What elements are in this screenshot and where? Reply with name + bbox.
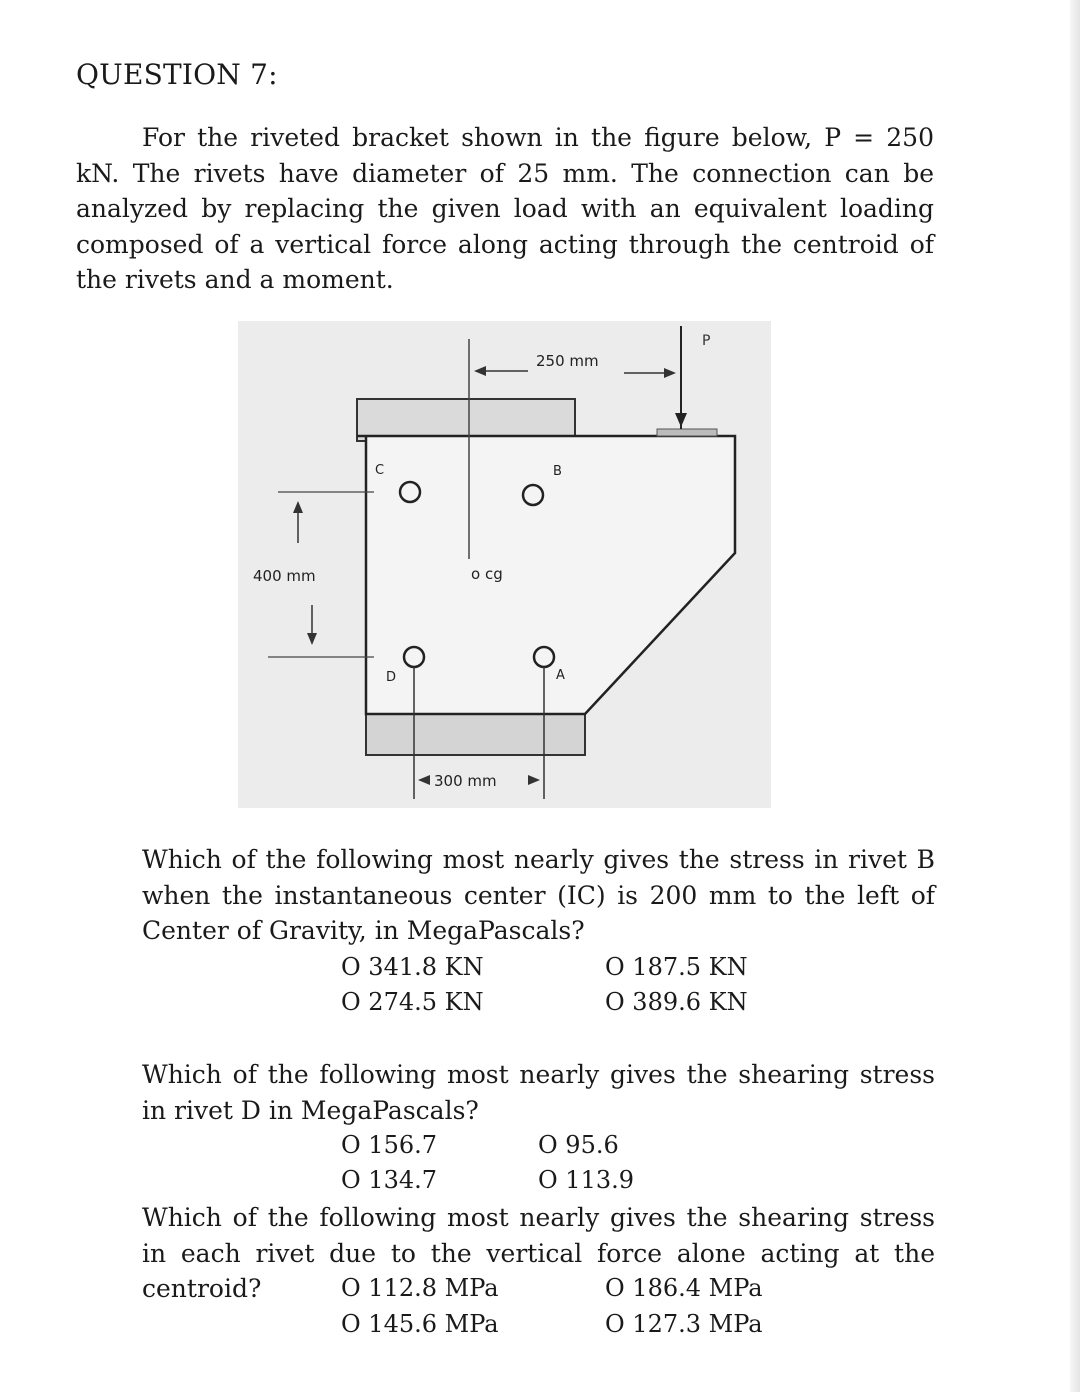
- dim-300-arrow-left-icon: [418, 775, 430, 785]
- dim-250-arrow-right-icon: [664, 368, 676, 378]
- load-label: P: [702, 333, 711, 349]
- dim-300-label: 300 mm: [434, 772, 497, 790]
- dim-400-arrow-up-icon: [293, 501, 303, 513]
- dim-400-label: 400 mm: [253, 567, 316, 585]
- question-title: QUESTION 7:: [76, 58, 278, 91]
- riveted-bracket-figure: [238, 321, 771, 808]
- rivet-c-label: C: [375, 463, 385, 478]
- page-edge-shadow: [1070, 0, 1080, 1392]
- answer-option[interactable]: O 145.6 MPa: [341, 1310, 499, 1338]
- load-pad: [657, 429, 717, 436]
- bracket-diagram: [238, 321, 771, 808]
- answer-option[interactable]: O 274.5 KN: [341, 988, 484, 1016]
- answer-option[interactable]: O 389.6 KN: [605, 988, 748, 1016]
- top-clip-plate: [357, 399, 575, 441]
- question-intro: For the riveted bracket shown in the figure below, P = 250 kN. The rivets have diameter of 25 mm. The connection can be analyzed by replacing the given load with an equivalent loading composed of a vertical force along acting through the centroid of the rivets and a moment.: [76, 123, 934, 294]
- dim-250-arrow-left-icon: [474, 366, 486, 376]
- answer-option[interactable]: O 134.7: [341, 1166, 438, 1194]
- answer-option[interactable]: O 95.6: [538, 1131, 619, 1159]
- centroid-label: o cg: [471, 565, 503, 583]
- answer-option[interactable]: O 187.5 KN: [605, 953, 748, 981]
- dim-250-label: 250 mm: [536, 352, 599, 370]
- answer-option[interactable]: O 341.8 KN: [341, 953, 484, 981]
- sub-question-2: Which of the following most nearly gives the shearing stress in rivet D in MegaPascals?: [142, 1060, 935, 1125]
- rivet-b-label: B: [553, 464, 562, 479]
- rivet-a-label: A: [556, 668, 565, 683]
- answer-option[interactable]: O 127.3 MPa: [605, 1310, 763, 1338]
- bottom-clip-plate: [366, 714, 585, 755]
- answer-option[interactable]: O 112.8 MPa: [341, 1274, 499, 1302]
- answer-option[interactable]: O 156.7: [341, 1131, 438, 1159]
- load-arrow-icon: [675, 413, 687, 427]
- sub-question-3: Which of the following most nearly gives the shearing stress in each rivet due to the vertical force alone acting at the centroid?: [142, 1203, 935, 1303]
- rivet-d-label: D: [386, 670, 397, 685]
- sub-question-1: Which of the following most nearly gives the stress in rivet B when the instantaneous center (IC) is 200 mm to the left of Center of Gravity, in MegaPascals?: [142, 845, 935, 945]
- dim-300-arrow-right-icon: [528, 775, 540, 785]
- answer-option[interactable]: O 186.4 MPa: [605, 1274, 763, 1302]
- dim-400-arrow-down-icon: [307, 633, 317, 645]
- answer-option[interactable]: O 113.9: [538, 1166, 635, 1194]
